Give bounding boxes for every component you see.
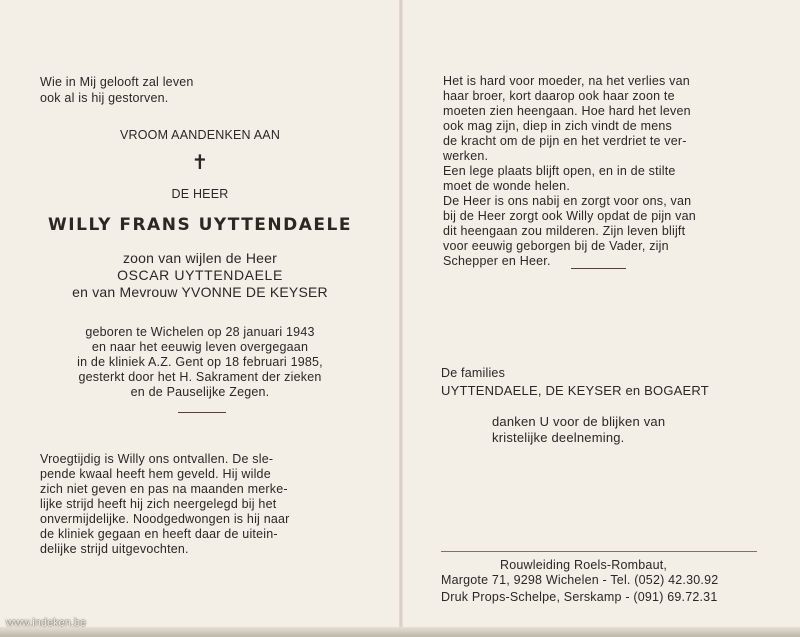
cross-icon: ✝ (191, 152, 209, 174)
left-paragraph-line: de kliniek gegaan en heeft daar de uitein- (40, 527, 278, 541)
deceased-name: WILLY FRANS UYTTENDAELE (48, 215, 352, 235)
left-paragraph-line: pende kwaal heeft hem geveld. Hij wilde (40, 467, 271, 481)
dates-line-2: en naar het eeuwig leven overgegaan (91, 340, 309, 354)
families-names: UYTTENDAELE, DE KEYSER en BOGAERT (441, 383, 709, 398)
right-paragraph-line: moeten zien heengaan. Hoe hard het leven (443, 104, 691, 118)
right-paragraph-line: dit heengaan zou milderen. Zijn leven blijft (443, 224, 686, 238)
thanks-line-2: kristelijke deelneming. (492, 430, 625, 445)
left-paragraph (40, 452, 358, 557)
right-paragraph-line: Schepper en Heer. (443, 254, 551, 268)
right-paragraph-line: werken. (443, 149, 489, 163)
left-paragraph-line: lijke strijd heeft hij zich neergelegd bij het (40, 497, 277, 511)
parents-line-3: en van Mevrouw YVONNE DE KEYSER (72, 284, 328, 300)
vroom-aandenken: VROOM AANDENKEN AAN (119, 128, 281, 142)
watermark: www.indeken.be (6, 617, 87, 629)
divider-left (178, 412, 226, 413)
left-paragraph-line: onvermijdelijke. Noodgedwongen is hij naar (40, 512, 290, 526)
right-panel (402, 0, 800, 637)
right-paragraph-line: de kracht om de pijn en het verdriet te ver- (443, 134, 687, 148)
footer-line-1: Rouwleiding Roels-Rombaut, (500, 558, 668, 572)
card-bottom-edge (0, 627, 800, 637)
left-paragraph-line: delijke strijd uitgevochten. (40, 542, 189, 556)
parents-line-2: OSCAR UYTTENDAELE (117, 267, 283, 283)
right-paragraph-line: Een lege plaats blijft open, en in de stilte (443, 164, 676, 178)
left-paragraph-line: zich niet geven en pas na maanden merke- (40, 482, 288, 496)
dates-line-4: gesterkt door het H. Sakrament der zieken (78, 370, 322, 384)
right-paragraph-line: ook mag zijn, diep in zich vindt de mens (443, 119, 672, 133)
right-paragraph-line: voor eeuwig geborgen bij de Vader, zijn (443, 239, 669, 253)
right-paragraph (443, 74, 763, 269)
footer-line-2: Margote 71, 9298 Wichelen - Tel. (052) 42.30.92 (441, 573, 719, 587)
right-paragraph-line: haar broer, kort daarop ook haar zoon te (443, 89, 675, 103)
dates-line-3: in de kliniek A.Z. Gent op 18 februari 1985, (77, 355, 323, 369)
epigraph-line-2: ook al is hij gestorven. (40, 91, 169, 105)
parents-line-1: zoon van wijlen de Heer (122, 250, 278, 266)
right-paragraph-line: Het is hard voor moeder, na het verlies van (443, 74, 690, 88)
thanks-line-1: danken U voor de blijken van (492, 414, 666, 429)
footer-line-3: Druk Props-Schelpe, Serskamp - (091) 69.72.31 (441, 590, 718, 604)
families-label: De families (441, 366, 506, 380)
epigraph-line-1: Wie in Mij gelooft zal leven (40, 75, 194, 89)
right-paragraph-line: bij de Heer zorgt ook Willy opdat de pijn van (443, 209, 696, 223)
de-heer: DE HEER (171, 187, 229, 201)
right-paragraph-line: De Heer is ons nabij en zorgt voor ons, van (443, 194, 692, 208)
dates-line-1: geboren te Wichelen op 28 januari 1943 (85, 325, 315, 339)
left-paragraph-line: Vroegtijdig is Willy ons ontvallen. De sle- (40, 452, 274, 466)
dates-line-5: en de Pauselijke Zegen. (130, 385, 270, 399)
divider-right (571, 268, 626, 269)
footer-divider (441, 551, 757, 552)
right-paragraph-line: moet de wonde helen. (443, 179, 571, 193)
